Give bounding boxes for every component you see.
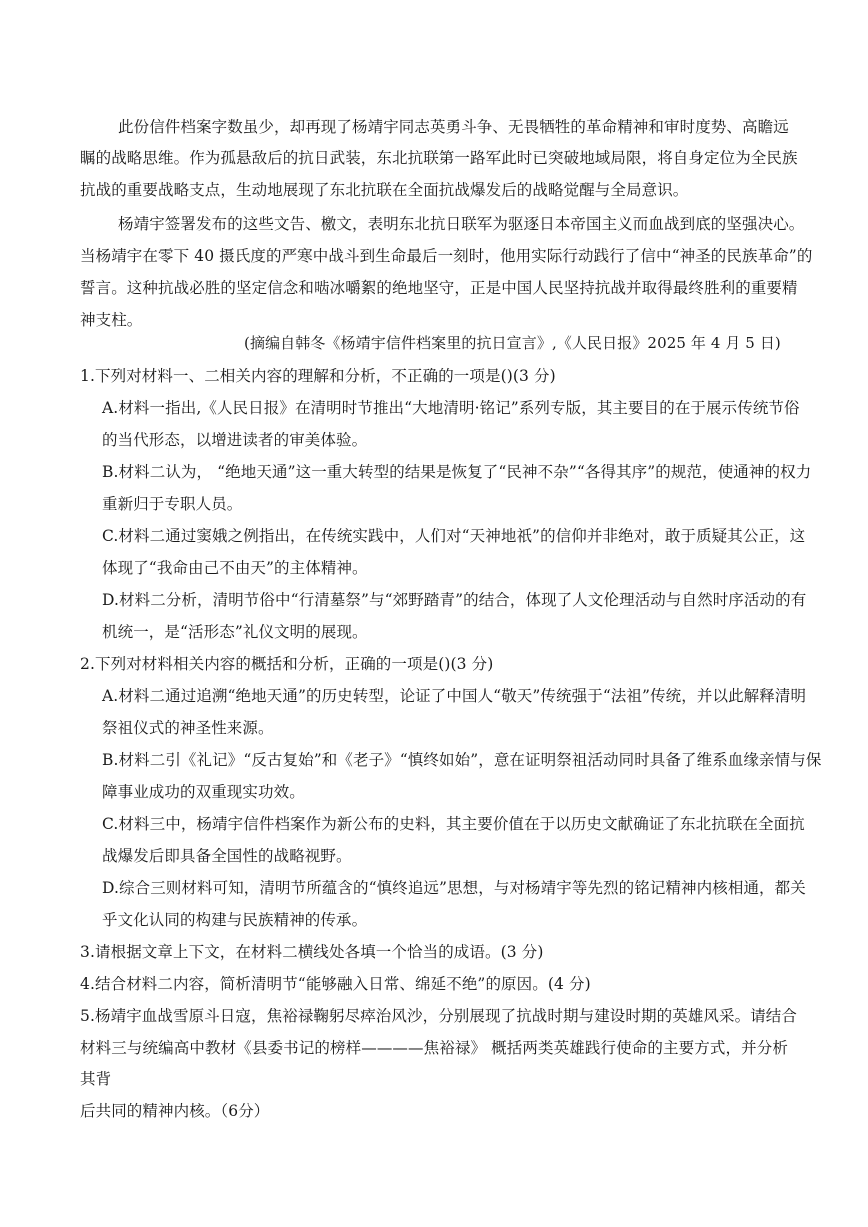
question-2-option-b-cont: 障事业成功的双重现实功效。 [102,783,305,801]
question-2-option-a: A.材料二通过追溯“绝地天通”的历史转型，论证了中国人“敬天”传统强于“法祖”传统，并以此解释清明 [102,687,807,705]
question-2-option-c-cont: 战爆发后即具备全国性的战略视野。 [102,847,352,865]
question-1-stem: 1.下列对材料一、二相关内容的理解和分析，不正确的一项是()(3 分) [80,367,556,385]
source-citation: (摘编自韩冬《杨靖宇信件档案里的抗日宣言》,《人民日报》2025 年 4 月 5 日) [244,334,781,352]
question-4: 4.结合材料二内容，简析清明节“能够融入日常、绵延不绝”的原因。(4 分) [80,975,591,993]
question-2-option-d-cont: 乎文化认同的构建与民族精神的传承。 [102,911,368,929]
question-5-line: 5.杨靖宇血战雪原斗日寇，焦裕禄鞠躬尽瘁治风沙，分别展现了抗战时期与建设时期的英雄风采。请结合 [80,1007,797,1025]
question-2-option-b: B.材料二引《礼记》“反古复始”和《老子》“慎终如始”，意在证明祭祖活动同时具备了维系血缘亲情与保 [102,751,822,769]
question-5-line: 后共同的精神内核。（6分） [80,1102,270,1120]
question-1-option-a-cont: 的当代形态，以增进读者的审美体验。 [102,431,368,449]
passage-line: 抗战的重要战略支点，生动地展现了东北抗联在全面抗战爆发后的战略觉醒与全局意识。 [80,181,689,199]
question-1-option-d-cont: 机统一，是“活形态”礼仪文明的展现。 [102,623,368,641]
passage-line: 神支柱。 [80,311,143,329]
question-2-option-c: C.材料三中，杨靖宇信件档案作为新公布的史料，其主要价值在于以历史文献确证了东北抗联在全面抗 [102,815,805,833]
question-1-option-b: B.材料二认为， “绝地天通”这一重大转型的结果是恢复了“民神不杂”“各得其序”的规范，使通神的权力 [102,463,812,481]
question-1-option-c: C.材料二通过窦娥之例指出，在传统实践中，人们对“天神地祇”的信仰并非绝对，敢于质疑其公正，这 [102,527,806,545]
question-5-line: 材料三与统编高中教材《县委书记的榜样————焦裕禄》 概括两类英雄践行使命的主要方式，并分析 [80,1039,788,1057]
passage-line: 瞩的战略思维。作为孤悬敌后的抗日武装，东北抗联第一路军此时已突破地域局限，将自身定位为全民族 [80,149,798,167]
passage-line: 此份信件档案字数虽少，却再现了杨靖宇同志英勇斗争、无畏牺牲的革命精神和审时度势、高瞻远 [118,118,789,136]
question-2-option-a-cont: 祭祖仪式的神圣性来源。 [102,719,274,737]
passage-line: 当杨靖宇在零下 40 摄氏度的严寒中战斗到生命最后一刻时，他用实际行动践行了信中“神圣的民族革命”的 [80,247,813,265]
question-1-option-a: A.材料一指出,《人民日报》在清明时节推出“大地清明·铭记”系列专版，其主要目的在于展示传统节俗 [102,399,800,417]
question-1-option-c-cont: 体现了“我命由己不由天”的主体精神。 [102,559,368,577]
question-3: 3.请根据文章上下文，在材料二横线处各填一个恰当的成语。(3 分) [80,943,544,961]
question-1-option-d: D.材料二分析，清明节俗中“行清墓祭”与“郊野踏青”的结合，体现了人文伦理活动与自然时序活动的有 [102,591,807,609]
question-1-option-b-cont: 重新归于专职人员。 [102,495,243,513]
question-5-line: 其背 [80,1070,112,1088]
passage-line: 誓言。这种抗战必胜的坚定信念和啮冰嚼絮的绝地坚守，正是中国人民坚持抗战并取得最终胜利的重要精 [80,279,798,297]
question-2-stem: 2.下列对材料相关内容的概括和分析，正确的一项是()(3 分) [80,655,494,673]
question-2-option-d: D.综合三则材料可知，清明节所蕴含的“慎终追远”思想，与对杨靖宇等先烈的铭记精神内核相通，都关 [102,879,806,897]
passage-line: 杨靖宇签署发布的这些文告、檄文，表明东北抗日联军为驱逐日本帝国主义而血战到底的坚强决心。 [118,215,805,233]
